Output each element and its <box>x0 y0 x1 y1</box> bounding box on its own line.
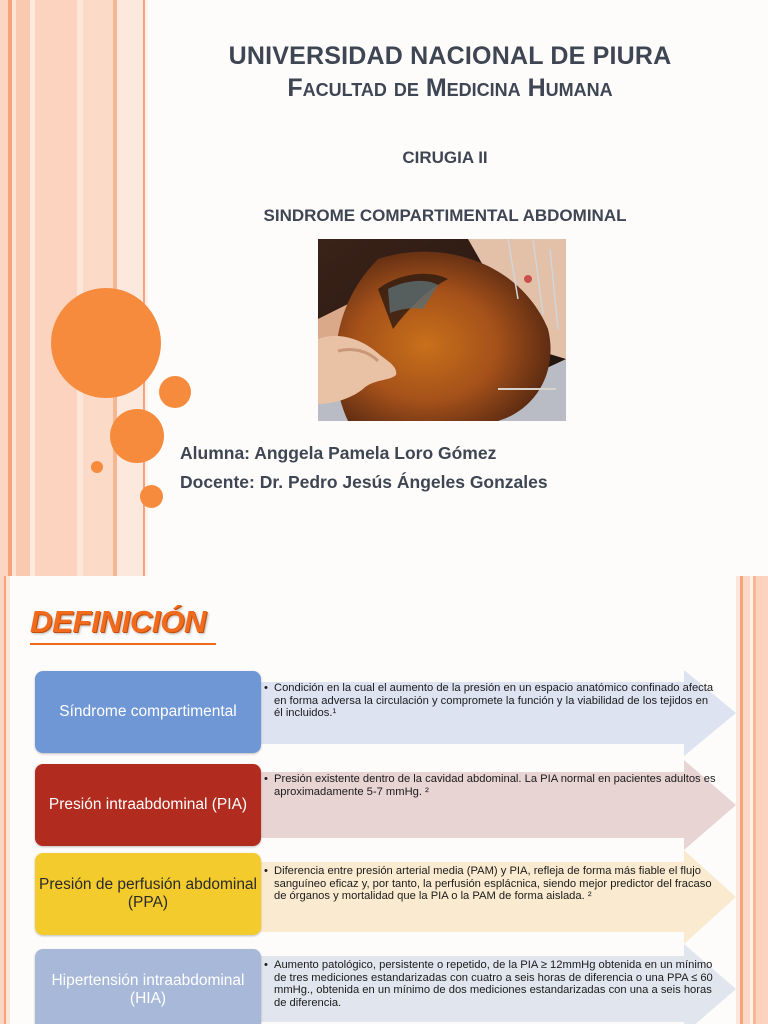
term-box <box>35 671 261 753</box>
term-label: Presión intraabdominal (PIA) <box>48 796 248 813</box>
decor-stripe <box>743 576 750 1024</box>
term-label: Presión de perfusión abdominal (PPA) <box>39 876 257 911</box>
decor-stripe <box>0 0 8 576</box>
faculty-title: Facultad de Medicina Humana <box>287 74 613 102</box>
term-label: Síndrome compartimental <box>59 703 237 720</box>
term-label: Hipertensión intraabdominal (HIA) <box>51 972 245 1007</box>
decor-circle <box>140 485 163 508</box>
teacher-name: Docente: Dr. Pedro Jesús Ángeles Gonzales <box>180 472 548 492</box>
topic-title: SINDROME COMPARTIMENTAL ABDOMINAL <box>263 206 627 225</box>
term-description: • Diferencia entre presión arterial media (PAM) y PIA, refleja de forma más fiable el flujo sanguíneo eficaz y, por tanto, la perfusión esplácnica, siendo mejor predictor del fracaso de órganos y mortalidad que la PIA o la PAM de forma aislada. ² <box>262 865 718 903</box>
abdomen-photo <box>318 239 566 421</box>
decor-stripe <box>6 576 10 1024</box>
term-box <box>35 853 261 935</box>
definition-slide <box>0 576 768 1024</box>
decor-circle <box>110 409 164 463</box>
decor-stripe <box>756 576 768 1024</box>
decor-circle <box>159 376 191 408</box>
term-description: • Presión existente dentro de la cavidad abdominal. La PIA normal en pacientes adultos es aproximadamente 5-7 mmHg. ² <box>262 773 718 798</box>
decor-stripe <box>16 0 30 576</box>
student-name: Alumna: Anggela Pamela Loro Gómez <box>180 443 497 463</box>
decor-stripe <box>117 0 143 576</box>
university-title: UNIVERSIDAD NACIONAL DE PIURA <box>228 42 672 70</box>
course-title: CIRUGIA II <box>402 148 488 167</box>
decor-circle <box>51 288 161 398</box>
heading-underline <box>30 643 216 645</box>
decor-stripe <box>35 0 77 576</box>
definition-heading: DEFINICIÓN <box>30 604 207 639</box>
term-description: • Aumento patológico, persistente o repetido, de la PIA ≥ 12mmHg obtenida en un mínimo de tres mediciones estandarizadas con cuatro a seis horas de diferencia o una PPA ≤ 60 mmHg., obtenida en un mínimo de dos mediciones estandarizadas con una a seis horas de diferencia. <box>262 959 718 1009</box>
term-description: • Condición en la cual el aumento de la presión en un espacio anatómico confinado afecta en forma adversa la circulación y compromete la función y la viabilidad de los tejidos en él incluidos.¹ <box>262 682 718 720</box>
decor-circle <box>91 461 103 473</box>
term-box <box>35 764 261 846</box>
term-box <box>35 949 261 1024</box>
